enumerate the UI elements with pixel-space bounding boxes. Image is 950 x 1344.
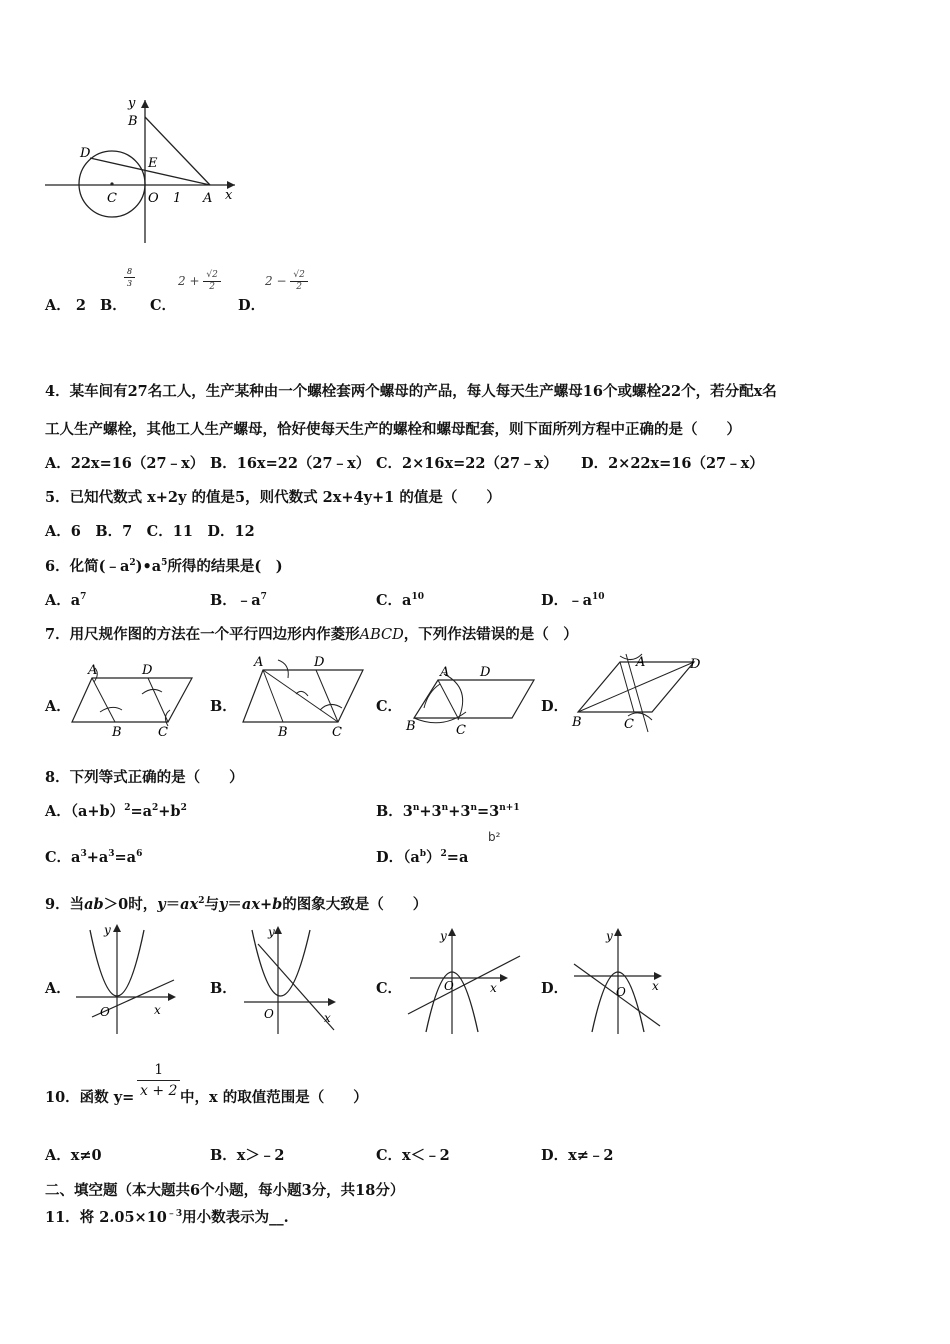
svg-text:y: y bbox=[606, 929, 613, 943]
q4-option-b: B．16x=22（27﹣x） bbox=[210, 455, 371, 472]
q10-option-a: A．x≠0 bbox=[45, 1147, 102, 1164]
svg-text:A: A bbox=[254, 655, 264, 670]
q6-option-a: A．$a^7$ bbox=[45, 592, 87, 609]
svg-text:O: O bbox=[264, 1007, 274, 1021]
svg-text:y: y bbox=[104, 923, 111, 937]
q3-option-d: D． bbox=[238, 297, 266, 314]
q3-option-d-expr: 2 − $\frac{√2}{2}$ bbox=[265, 270, 308, 293]
svg-text:B: B bbox=[406, 719, 416, 734]
q9-graph-d bbox=[570, 922, 670, 1037]
svg-text:B: B bbox=[112, 725, 122, 740]
lbl-D: D bbox=[80, 146, 91, 161]
svg-text:A: A bbox=[88, 663, 98, 678]
svg-text:x: x bbox=[154, 1003, 161, 1017]
q3-option-c: C． bbox=[150, 297, 177, 314]
q5-stem: 5．已知代数式 x+2y 的值是5，则代数式 2x+4y+1 的值是（ ） bbox=[45, 489, 501, 506]
section-2-title: 二、填空题（本大题共6个小题，每小题3分，共18分） bbox=[45, 1182, 405, 1199]
q7-option-b-label: B． bbox=[210, 698, 237, 715]
svg-text:D: D bbox=[314, 655, 325, 670]
q8-option-a: A．$(a+b)^2=a^2+b^2$ bbox=[45, 803, 187, 820]
lbl-1: 1 bbox=[173, 191, 182, 206]
svg-text:C: C bbox=[456, 723, 466, 738]
q7-figure-b bbox=[238, 652, 368, 740]
q9-graph-b bbox=[240, 922, 340, 1037]
q7-stem: 7．用尺规作图的方法在一个平行四边形内作菱形ABCD，下列作法错误的是（ ） bbox=[45, 626, 578, 643]
svg-text:D: D bbox=[480, 665, 491, 680]
lbl-A: A bbox=[203, 191, 213, 206]
svg-text:B: B bbox=[572, 715, 582, 730]
q8-stem: 8．下列等式正确的是（ ） bbox=[45, 769, 244, 786]
q3-option-b-fraction: $\frac{8}{3}$ bbox=[124, 266, 135, 289]
q4-stem-line2: 工人生产螺栓，其他工人生产螺母，恰好使每天生产的螺栓和螺母配套，则下面所列方程中正确的是（ ） bbox=[45, 421, 741, 438]
lbl-O: O bbox=[148, 191, 159, 206]
q7-figure-d bbox=[568, 652, 708, 740]
q10-fraction: $\frac{1}{x + 2}$ bbox=[137, 1060, 180, 1101]
q3-figure bbox=[40, 95, 240, 245]
svg-text:C: C bbox=[332, 725, 342, 740]
lbl-y: y bbox=[128, 96, 136, 111]
q11-stem: 11．将 $2.05\times 10^{﹣3}$用小数表示为__. bbox=[45, 1209, 289, 1226]
q8-option-c: C．$a^3+a^3=a^6$ bbox=[45, 849, 143, 866]
q6-option-c: C．$a^{10}$ bbox=[376, 592, 424, 609]
svg-text:x: x bbox=[490, 981, 497, 995]
svg-text:A: A bbox=[636, 655, 646, 670]
q4-option-d: D．2×22x=16（27﹣x） bbox=[581, 455, 764, 472]
q9-graph-c bbox=[404, 922, 524, 1037]
svg-text:O: O bbox=[444, 979, 454, 993]
q7-option-a-label: A． bbox=[45, 698, 71, 715]
lbl-x: x bbox=[225, 188, 233, 203]
q4-option-a: A．22x=16（27﹣x） bbox=[45, 455, 205, 472]
q7-option-d-label: D． bbox=[541, 698, 569, 715]
q10-stem: 10．函数 y= bbox=[45, 1089, 135, 1106]
q8-option-d-exponent: b² bbox=[488, 830, 501, 844]
svg-text:y: y bbox=[440, 929, 447, 943]
lbl-C: C bbox=[107, 191, 117, 206]
q9-option-b-label: B． bbox=[210, 980, 237, 997]
q3-option-b: B． bbox=[100, 297, 127, 314]
q9-option-d-label: D． bbox=[541, 980, 569, 997]
svg-text:O: O bbox=[616, 985, 626, 999]
q10-option-b: B．x＞﹣2 bbox=[210, 1147, 285, 1164]
svg-text:O: O bbox=[100, 1005, 110, 1019]
q9-stem: 9．当ab＞0时，$y=ax^2$与y＝ax+b的图象大致是（ ） bbox=[45, 896, 428, 913]
svg-text:D: D bbox=[142, 663, 153, 678]
q8-option-b: B．$3^n+3^n+3^n=3^{n+1}$ bbox=[376, 803, 520, 820]
q5-options: A．6 B．7 C．11 D．12 bbox=[45, 523, 255, 540]
svg-text:D: D bbox=[690, 657, 701, 672]
q6-stem: 6．化简$(﹣a^2)•a^5$所得的结果是( ) bbox=[45, 558, 283, 575]
svg-text:A: A bbox=[440, 665, 450, 680]
q3-option-a: A． 2 bbox=[45, 297, 86, 314]
q9-option-a-label: A． bbox=[45, 980, 71, 997]
q10-stem-post: 中，x 的取值范围是（ ） bbox=[180, 1089, 368, 1106]
svg-text:B: B bbox=[278, 725, 288, 740]
q9-graph-a bbox=[72, 922, 182, 1037]
lbl-B: B bbox=[128, 114, 138, 129]
q3-option-c-expr: 2 + $\frac{√2}{2}$ bbox=[178, 270, 221, 293]
q6-option-b: B．$﹣a^7$ bbox=[210, 592, 267, 609]
q4-option-c: C．2×16x=22（27﹣x） bbox=[376, 455, 558, 472]
q4-stem-line1: 4．某车间有27名工人，生产某种由一个螺栓套两个螺母的产品，每人每天生产螺母16个或螺栓22个，若分配x名 bbox=[45, 383, 777, 400]
q10-option-c: C．x＜﹣2 bbox=[376, 1147, 450, 1164]
q7-figure-c bbox=[402, 660, 537, 740]
svg-text:x: x bbox=[324, 1011, 331, 1025]
q10-option-d: D．x≠﹣2 bbox=[541, 1147, 614, 1164]
q8-option-d: D．$(a^b)^2=a$ bbox=[376, 849, 469, 866]
q7-option-c-label: C． bbox=[376, 698, 403, 715]
q9-option-c-label: C． bbox=[376, 980, 403, 997]
svg-text:y: y bbox=[268, 925, 275, 939]
svg-text:C: C bbox=[158, 725, 168, 740]
svg-text:C: C bbox=[624, 717, 634, 732]
q7-figure-a bbox=[70, 660, 195, 740]
svg-text:x: x bbox=[652, 979, 659, 993]
lbl-E: E bbox=[148, 156, 158, 171]
q6-option-d: D．$﹣a^{10}$ bbox=[541, 592, 605, 609]
